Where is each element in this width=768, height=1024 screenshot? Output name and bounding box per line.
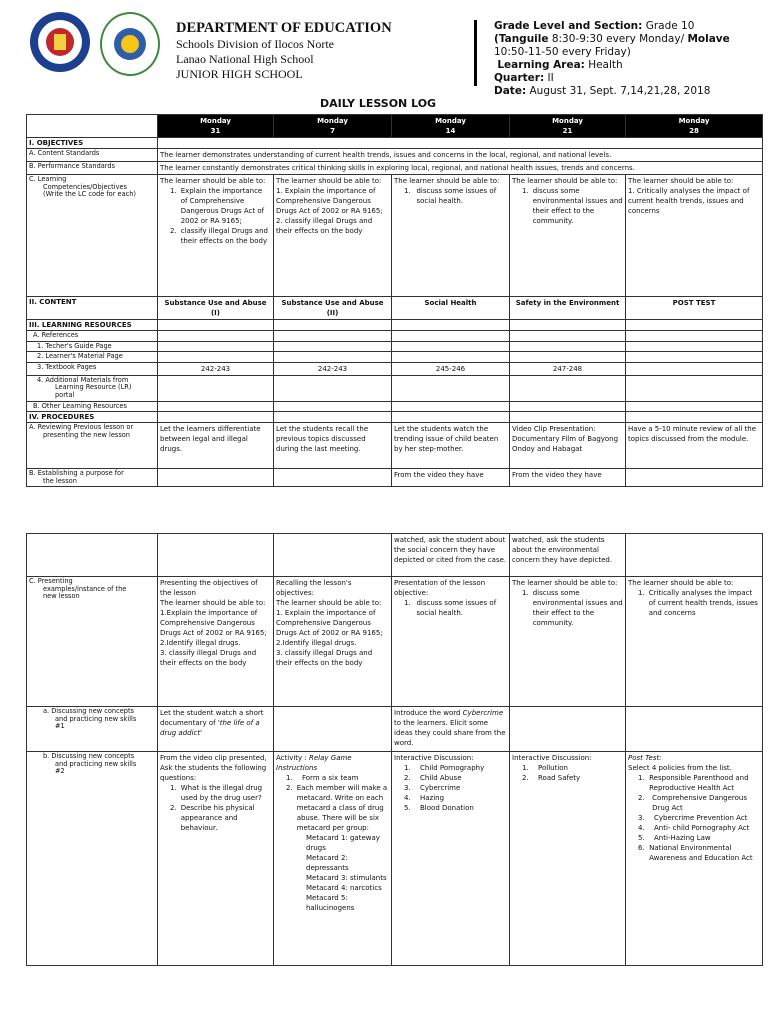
- deped-seal: [30, 12, 90, 72]
- quarter-value: II: [547, 72, 554, 84]
- purpose-cont-day-4: watched, ask the students about the environmental concern they have depicted.: [510, 534, 626, 577]
- textbook-pages-day-4: 247-248: [510, 362, 626, 375]
- teachers-guide-label: 1. Techer's Guide Page: [27, 341, 158, 352]
- area-value: Health: [588, 59, 623, 71]
- discussing-2-day-2: Activity : Relay Game Instructions 1. Form a six team 2. Each member will make a metacard. Write on each metacard a class of drug abuse. There will be six metacard per group: Metacard 1: gateway drugs Metacard 2: depressants Metacard 3: stimulants Metacard 4: narcotics Metacard 5: hallucinogens: [274, 752, 392, 966]
- topic-day-4: Safety in the Environment: [510, 297, 626, 320]
- day-col-3: Monday 14: [392, 115, 510, 138]
- presenting-day-4: The learner should be able to: 1. discuss some environmental issues and their effect to the community.: [510, 577, 626, 707]
- discussing-1-label: a. Discussing new concepts and practicing new skills #1: [27, 707, 158, 752]
- purpose-day-4: From the video they have: [510, 469, 626, 487]
- division-name: Schools Division of Ilocos Norte: [176, 37, 334, 51]
- reviewing-label: A. Reviewing Previous lesson or presenting the new lesson: [27, 423, 158, 469]
- competency-day-4: The learner should be able to: 1. discuss some environmental issues and their effect to the community.: [510, 175, 626, 297]
- presenting-day-1: Presenting the objectives of the lesson The learner should be able to: 1.Explain the importance of Comprehensive Dangerous Drugs Act of 2002 or RA 9165; 2.Identify illegal drugs. 3. classify illegal Drugs and their effects on the body: [158, 577, 274, 707]
- area-label: Learning Area:: [497, 59, 585, 71]
- day-col-4: Monday 21: [510, 115, 626, 138]
- competency-day-5: The learner should be able to: 1. Critically analyses the impact of current health trends, issues and concerns: [626, 175, 763, 297]
- resources-heading: III. LEARNING RESOURCES: [27, 320, 158, 331]
- objectives-heading: I. OBJECTIVES: [27, 138, 158, 149]
- topic-day-3: Social Health: [392, 297, 510, 320]
- school-level: JUNIOR HIGH SCHOOL: [176, 67, 303, 81]
- grade-line: [494, 20, 762, 33]
- presenting-label: C. Presenting examples/instance of the new lesson: [27, 577, 158, 707]
- competency-day-3: The learner should be able to: 1. discuss some issues of social health.: [392, 175, 510, 297]
- topic-day-1: Substance Use and Abuse (I): [158, 297, 274, 320]
- lesson-meta: [494, 20, 762, 98]
- date-value: August 31, Sept. 7,14,21,28, 2018: [529, 85, 711, 97]
- textbook-pages-day-1: 242-243: [158, 362, 274, 375]
- discussing-2-day-3: Interactive Discussion: 1. Child Pornography 2. Child Abuse 3. Cybercrime 4. Hazing 5. Blood Donation: [392, 752, 510, 966]
- competency-day-1: The learner should be able to: 1. Explain the importance of Comprehensive Dangerous Drugs Act of 2002 or RA 9165; 2. classify illegal Drugs and their effects on the body: [158, 175, 274, 297]
- review-day-1: Let the learners differentiate between legal and illegal drugs.: [158, 423, 274, 469]
- performance-standards-text: The learner constantly demonstrates critical thinking skills in exploring local, regional, and national health issues, trends and concerns.: [158, 162, 763, 175]
- purpose-day-3: From the video they have: [392, 469, 510, 487]
- review-day-3: Let the students watch the trending issue of child beaten by her step-mother.: [392, 423, 510, 469]
- area-line: [494, 59, 762, 72]
- section-time-1: 8:30-9:30 every Monday/: [548, 33, 688, 45]
- section-tanguile: Tanguile: [498, 33, 549, 45]
- presenting-day-3: Presentation of the lesson objective: 1. discuss some issues of social health.: [392, 577, 510, 707]
- content-standards-text: The learner demonstrates understanding of current health trends, issues and concerns in the local, regional, and national levels.: [158, 149, 763, 162]
- review-day-5: Have a 5-10 minute review of all the topics discussed from the module.: [626, 423, 763, 469]
- department-title: DEPARTMENT OF EDUCATION: [176, 20, 392, 36]
- procedures-heading: IV. PROCEDURES: [27, 412, 158, 423]
- purpose-label: B. Establishing a purpose for the lesson: [27, 469, 158, 487]
- discussing-1-day-1: Let the student watch a short documentary of 'the life of a drug addict': [158, 707, 274, 752]
- school-name: Lanao National High School: [176, 52, 314, 66]
- lesson-log-table-2: [26, 533, 763, 966]
- section-molave: Molave: [687, 33, 730, 45]
- textbook-pages-day-2: 242-243: [274, 362, 392, 375]
- discussing-2-label: b. Discussing new concepts and practicing new skills #2: [27, 752, 158, 966]
- other-resources-label: B. Other Learning Resources: [27, 401, 158, 412]
- day-col-1: Monday 31: [158, 115, 274, 138]
- topic-day-2: Substance Use and Abuse (II): [274, 297, 392, 320]
- additional-materials-label: 4. Additional Materials from Learning Resource (LR) portal: [27, 375, 158, 401]
- blank-corner: [27, 115, 158, 138]
- review-day-4: Video Clip Presentation: Documentary Film of Bagyong Ondoy and Habagat: [510, 423, 626, 469]
- content-heading: II. CONTENT: [27, 297, 158, 320]
- date-line: [494, 85, 762, 98]
- day-header-row: [27, 115, 763, 138]
- discussing-2-day-5: Post Test: Select 4 policies from the list. 1. Responsible Parenthood and Reproductive Health Act 2. Comprehensive Dangerous Drug Act 3. Cybercrime Prevention Act 4. Anti- child Pornography Act 5. Anti-Hazing Law 6. National Environmental Awareness and Education Act: [626, 752, 763, 966]
- section-paren: (: [494, 33, 499, 45]
- topic-day-5: POST TEST: [626, 297, 763, 320]
- competencies-label: C. Learning Competencies/Objectives (Write the LC code for each): [27, 175, 158, 297]
- grade-value: Grade 10: [645, 20, 695, 32]
- document-title: DAILY LESSON LOG: [320, 97, 437, 110]
- quarter-line: [494, 72, 762, 85]
- day-col-5: Monday 28: [626, 115, 763, 138]
- performance-standards-label: B. Performance Standards: [27, 162, 158, 175]
- textbook-pages-day-3: 245-246: [392, 362, 510, 375]
- day-col-2: Monday 7: [274, 115, 392, 138]
- review-day-2: Let the students recall the previous topics discussed during the last meeting.: [274, 423, 392, 469]
- section-time-2: 10:50-11-50 every Friday): [494, 46, 631, 58]
- competency-day-2: The learner should be able to: 1. Explain the importance of Comprehensive Dangerous Drugs Act of 2002 or RA 9165; 2. classify illegal Drugs and their effects on the body: [274, 175, 392, 297]
- presenting-day-2: Recalling the lesson's objectives: The learner should be able to: 1. Explain the importance of Comprehensive Dangerous Drugs Act of 2002 or RA 9165; 2.Identify illegal drugs. 3. classify illegal Drugs and their effects on the body: [274, 577, 392, 707]
- purpose-cont-day-3: watched, ask the student about the social concern they have depicted or cited from the case.: [392, 534, 510, 577]
- date-label: Date:: [494, 85, 527, 97]
- discussing-1-day-3: Introduce the word Cybercrime to the learners. Elicit some ideas they could share from the word.: [392, 707, 510, 752]
- school-seal: [100, 12, 160, 76]
- section-line: [494, 33, 762, 46]
- textbook-pages-label: 3. Textbook Pages: [27, 362, 158, 375]
- quarter-label: Quarter:: [494, 72, 545, 84]
- lesson-log-table-1: [26, 114, 763, 487]
- grade-label: Grade Level and Section:: [494, 20, 643, 32]
- discussing-2-day-1: From the video clip presented, Ask the students the following questions: 1. What is the illegal drug used by the drug user? 2. Describe his physical appearance and behaviour.: [158, 752, 274, 966]
- learners-material-label: 2. Learner's Material Page: [27, 352, 158, 363]
- presenting-day-5: The learner should be able to: 1. Critically analyses the impact of current health trends, issues and concerns: [626, 577, 763, 707]
- discussing-2-day-4: Interactive Discussion: 1. Pollution 2. Road Safety: [510, 752, 626, 966]
- references-label: A. References: [27, 331, 158, 342]
- header-divider: [474, 20, 477, 86]
- content-standards-label: A. Content Standards: [27, 149, 158, 162]
